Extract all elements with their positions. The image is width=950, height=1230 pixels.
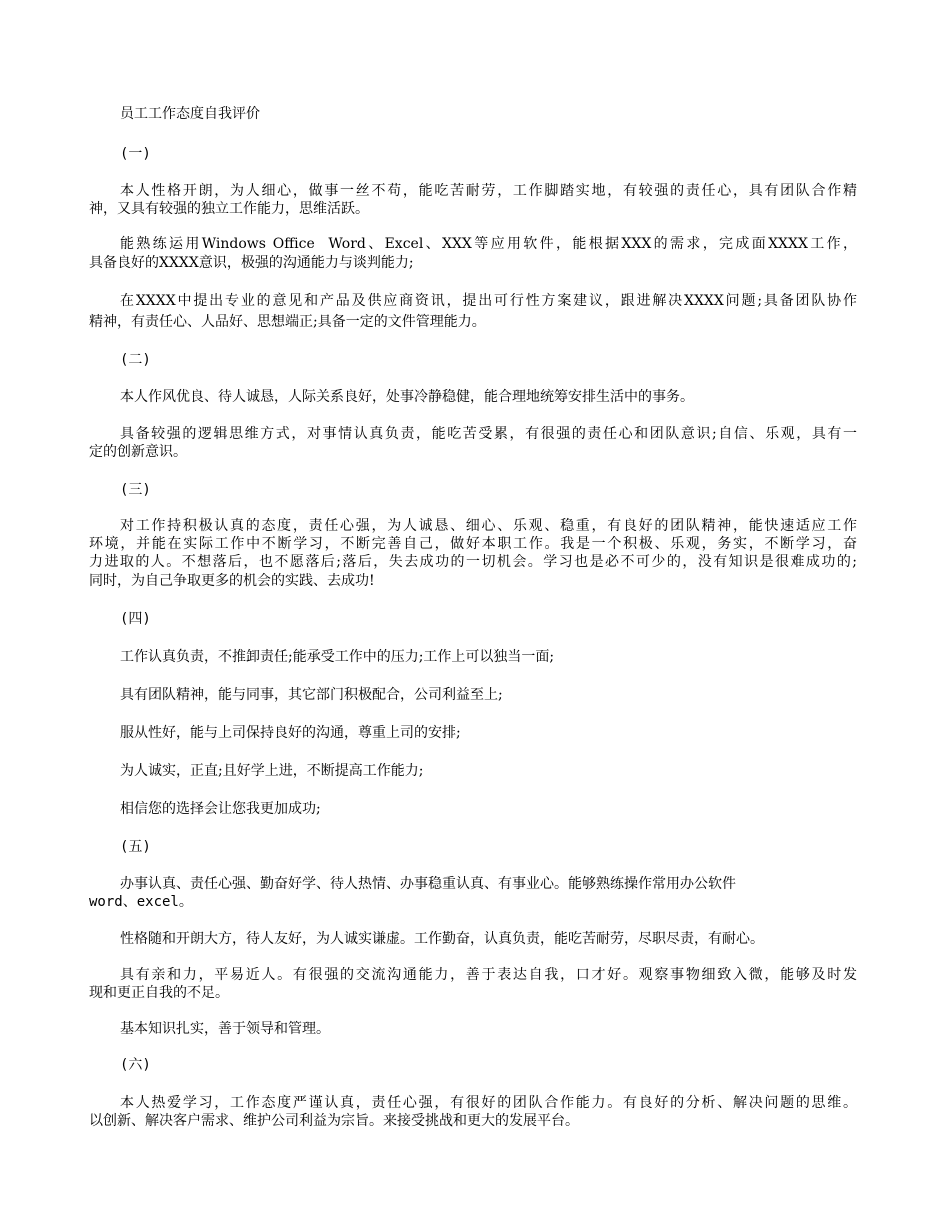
paragraph-line: 环境，并能在实际工作中不断学习，不断完善自己，做好本职工作。我是一个积极、乐观，务实，不断学习，奋 xyxy=(89,536,857,552)
paragraph-line: 力进取的人。不想落后，也不愿落后;落后，失去成功的一切机会。学习也是必不可少的，没有知识是很难成功的; xyxy=(89,554,857,570)
paragraph-line: 在XXXX中提出专业的意见和产品及供应商资讯，提出可行性方案建议，跟进解决XXXX问题;具备团队协作 xyxy=(120,293,857,309)
paragraph-line: 办事认真、责任心强、勤奋好学、待人热情、办事稳重认真、有事业心。能够熟练操作常用办公软件 xyxy=(120,876,736,892)
section-heading: (二) xyxy=(120,352,151,368)
section-heading: (四) xyxy=(120,611,151,627)
section-heading: (一) xyxy=(120,146,151,162)
paragraph-line: 定的创新意识。 xyxy=(89,444,187,460)
section-heading: (五) xyxy=(120,839,151,855)
paragraph-line: 对工作持积极认真的态度，责任心强，为人诚恳、细心、乐观、稳重，有良好的团队精神，能快速适应工作 xyxy=(120,518,857,534)
paragraph-line: 基本知识扎实，善于领导和管理。 xyxy=(120,1021,330,1037)
paragraph-line: 相信您的选择会让您我更加成功; xyxy=(120,801,321,817)
paragraph-line: 本人热爱学习，工作态度严谨认真，责任心强，有很好的团队合作能力。有良好的分析、解决问题的思维。 xyxy=(120,1095,857,1111)
paragraph-line: 精神，有责任心、人品好、思想端正;具备一定的文件管理能力。 xyxy=(89,314,486,330)
paragraph-line: 具备较强的逻辑思维方式，对事情认真负责，能吃苦受累，有很强的责任心和团队意识;自信、乐观，具有一 xyxy=(120,426,857,442)
document-title: 员工工作态度自我评价 xyxy=(120,106,260,122)
paragraph-line: 具有亲和力，平易近人。有很强的交流沟通能力，善于表达自我，口才好。观察事物细致入微，能够及时发 xyxy=(120,967,857,983)
paragraph-line: word、excel。 xyxy=(89,894,193,910)
paragraph-line: 服从性好，能与上司保持良好的沟通，尊重上司的安排; xyxy=(120,725,461,741)
paragraph-line: 本人性格开朗，为人细心，做事一丝不苟，能吃苦耐劳，工作脚踏实地，有较强的责任心，具有团队合作精 xyxy=(120,183,857,199)
paragraph-line: 工作认真负责，不推卸责任;能承受工作中的压力;工作上可以独当一面; xyxy=(120,649,555,665)
paragraph-line: 为人诚实，正直;且好学上进，不断提高工作能力; xyxy=(120,763,424,779)
section-heading: (三) xyxy=(120,482,151,498)
paragraph-line: 性格随和开朗大方，待人友好，为人诚实谦虚。工作勤奋，认真负责，能吃苦耐劳，尽职尽责，有耐心。 xyxy=(120,931,764,947)
paragraph-line: 以创新、解决客户需求、维护公司利益为宗旨。来接受挑战和更大的发展平台。 xyxy=(89,1113,579,1129)
paragraph-line: 具备良好的XXXX意识，极强的沟通能力与谈判能力; xyxy=(89,255,414,271)
paragraph-line: 神，又具有较强的独立工作能力，思维活跃。 xyxy=(89,201,369,217)
paragraph-line: 现和更正自我的不足。 xyxy=(89,985,229,1001)
paragraph-line: 能熟练运用Windows Office Word、Excel、XXX等应用软件，能根据XXX的需求，完成面XXXX工作， xyxy=(120,236,857,252)
paragraph-line: 具有团队精神，能与同事，其它部门积极配合，公司利益至上; xyxy=(120,687,503,703)
section-heading: (六) xyxy=(120,1057,151,1073)
paragraph-line: 同时，为自己争取更多的机会的实践、去成功! xyxy=(89,573,375,589)
paragraph-line: 本人作风优良、待人诚恳，人际关系良好，处事冷静稳健，能合理地统筹安排生活中的事务。 xyxy=(120,389,694,405)
